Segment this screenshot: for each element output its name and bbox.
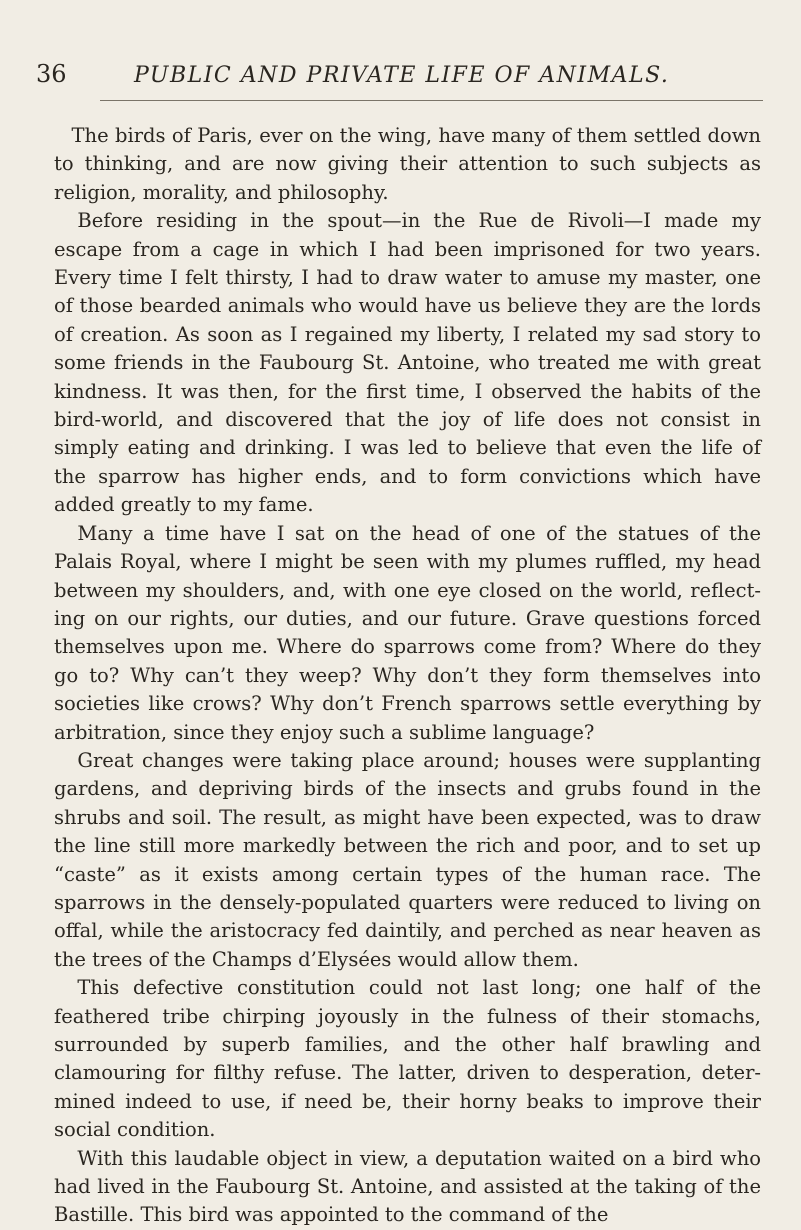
paragraph: The birds of Paris, ever on the wing, have many of them settled down to thinking, and are now giving their attention to such subjects as religion, morality, and philosophy. xyxy=(54,124,761,204)
body-text xyxy=(54,122,761,1230)
paragraph: Many a time have I sat on the head of one of the statues of the Palais Royal, where I might be seen with my plumes ruffled, my head between my shoulders, and, with one eye closed on the world, reflecting on our rights, our duties, and our future. Grave questions forced themselves upon me. Where do sparrows come from? Where do they go to? Why can’t they weep? Why don’t they form themselves into societies like crows? Why don’t French sparrows settle everything by arbitration, since they enjoy such a sublime language? xyxy=(54,521,761,744)
header-rule xyxy=(100,100,763,101)
running-head: PUBLIC AND PRIVATE LIFE OF ANIMALS. xyxy=(134,63,670,88)
paragraph: Great changes were taking place around; houses were supplanting gardens, and depriving birds of the insects and grubs found in the shrubs and soil. The result, as might have been expected, was to draw the line still more markedly between the rich and poor, and to set up “caste” as it exists among certain types of the human race. The sparrows in the densely-populated quarters were reduced to living on offal, while the aristocracy fed daintily, and perched as near heaven as the trees of the Champs d’Elysées would allow them. xyxy=(54,748,761,971)
paragraph: This defective constitution could not last long; one half of the feathered tribe chirping joyously in the fulness of their stomachs, surrounded by superb families, and the other half brawling and clamouring for filthy refuse. The latter, driven to desperation, determined indeed to use, if need be, their horny beaks to improve their social condition. xyxy=(54,976,761,1142)
paragraph: With this laudable object in view, a deputation waited on a bird who had lived in the Faubourg St. Antoine, and assisted at the taking of the Bastille. This bird was appointed to the command of the xyxy=(54,1146,761,1227)
page-number: 36 xyxy=(36,60,67,88)
paragraph: Before residing in the spout—in the Rue de Rivoli—I made my escape from a cage in which I had been imprisoned for two years. Every time I felt thirsty, I had to draw water to amuse my master, one of those bearded animals who would have us believe they are the lords of creation. As soon as I regained my liberty, I related my sad story to some friends in the Faubourg St. Antoine, who treated me with great kindness. It was then, for the first time, I observed the habits of the bird-world, and discovered that the joy of life does not consist in simply eating and drinking. I was led to believe that even the life of the sparrow has higher ends, and to form convictions which have added greatly to my fame. xyxy=(54,209,761,517)
page-header xyxy=(36,60,781,88)
